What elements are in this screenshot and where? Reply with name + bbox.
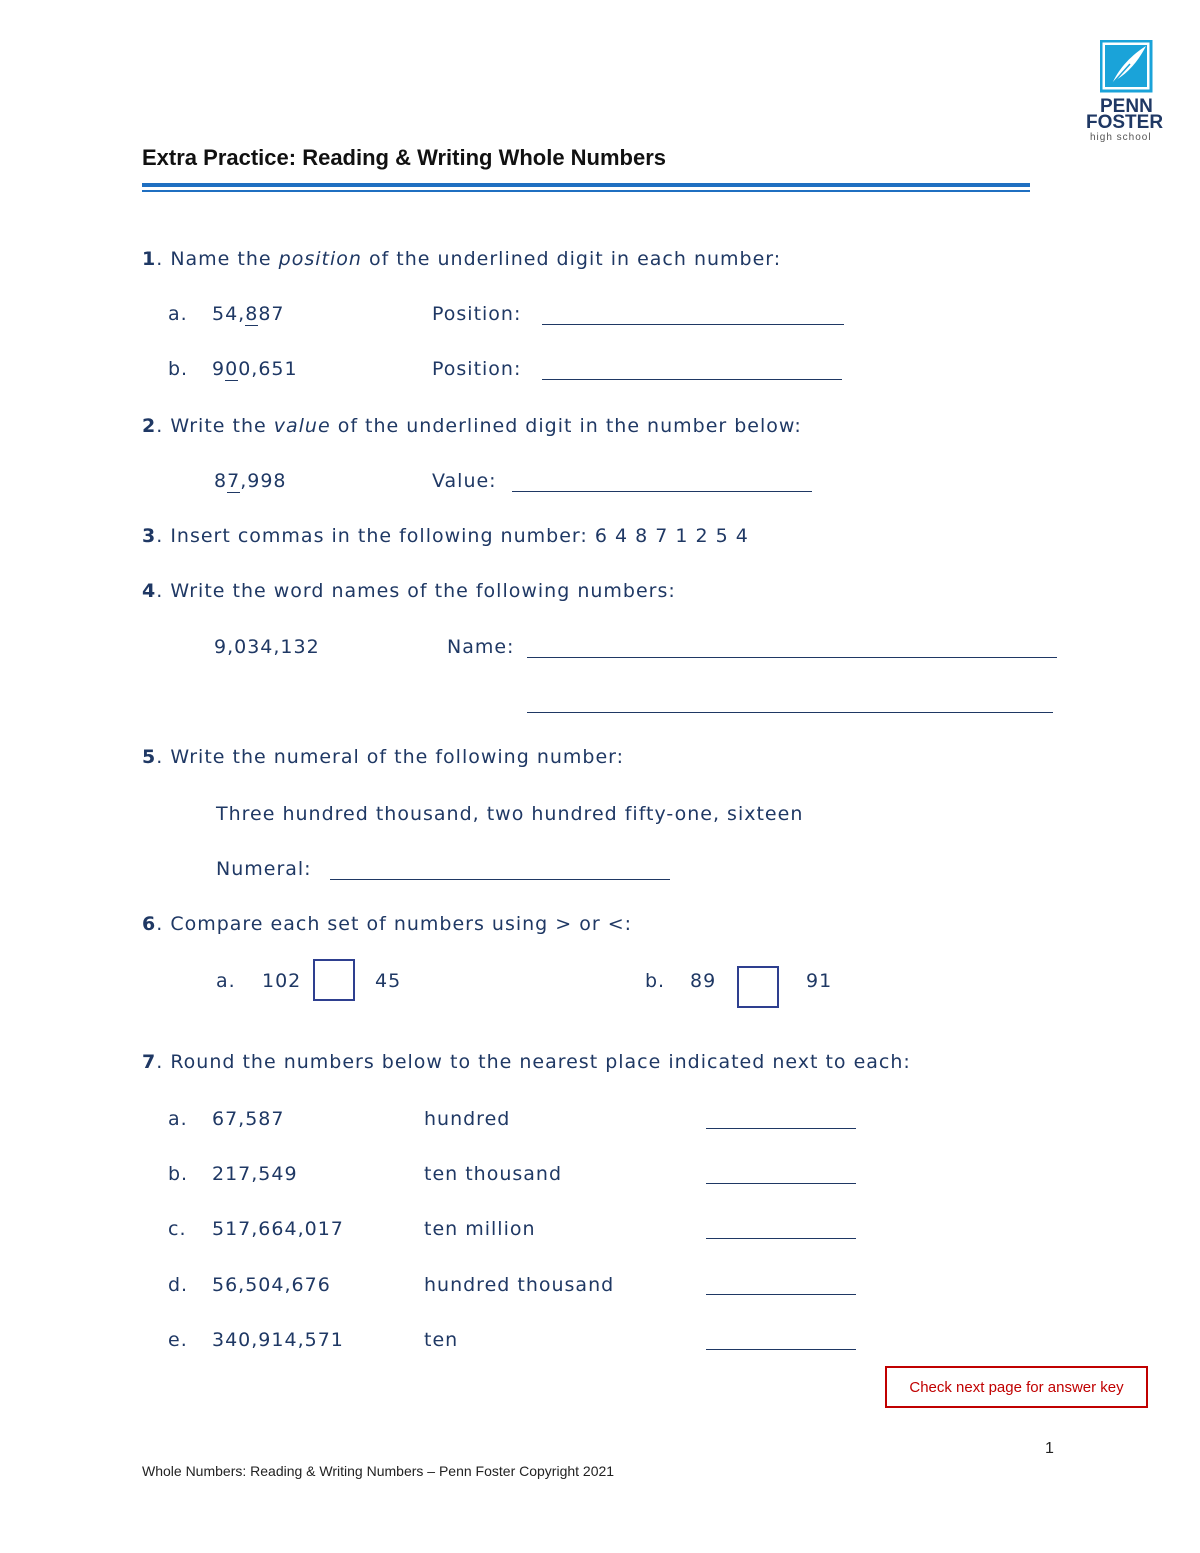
q7b-letter: b. bbox=[168, 1163, 189, 1185]
title-rule bbox=[142, 183, 1030, 187]
q7a-place: hundred bbox=[424, 1108, 511, 1130]
q7d-answer-blank[interactable] bbox=[706, 1294, 856, 1295]
quill-icon bbox=[1100, 40, 1154, 94]
question-7: 7. Round the numbers below to the nearest place indicated next to each: bbox=[142, 1051, 911, 1073]
q7e-place: ten bbox=[424, 1329, 459, 1351]
page-title: Extra Practice: Reading & Writing Whole Numbers bbox=[142, 145, 667, 170]
answer-key-callout: Check next page for answer key bbox=[885, 1366, 1148, 1408]
question-2: 2. Write the value of the underlined digit in the number below: bbox=[142, 415, 802, 437]
q7c-number: 517,664,017 bbox=[212, 1218, 344, 1240]
logo-line1: PENN bbox=[1100, 96, 1153, 117]
q4-label: Name: bbox=[447, 636, 515, 658]
q4-number: 9,034,132 bbox=[214, 636, 320, 658]
question-3: 3. Insert commas in the following number: 6 4 8 7 1 2 5 4 bbox=[142, 525, 749, 547]
q6b-letter: b. bbox=[645, 970, 666, 992]
q4-answer-blank-2[interactable] bbox=[527, 712, 1053, 713]
q6b-left: 89 bbox=[690, 970, 717, 992]
q6a-right: 45 bbox=[375, 970, 402, 992]
q7e-letter: e. bbox=[168, 1329, 188, 1351]
q7b-place: ten thousand bbox=[424, 1163, 563, 1185]
question-1: 1. Name the position of the underlined digit in each number: bbox=[142, 248, 782, 270]
q2-label: Value: bbox=[432, 470, 497, 492]
q5-answer-blank[interactable] bbox=[330, 879, 670, 880]
title-rule-thin bbox=[142, 190, 1030, 192]
q5-words: Three hundred thousand, two hundred fifty-one, sixteen bbox=[216, 803, 804, 825]
q1b-letter: b. bbox=[168, 358, 189, 380]
q7d-letter: d. bbox=[168, 1274, 189, 1296]
q7c-place: ten million bbox=[424, 1218, 536, 1240]
q1b-number: 900,651 bbox=[212, 358, 298, 380]
q7a-number: 67,587 bbox=[212, 1108, 285, 1130]
question-5: 5. Write the numeral of the following number: bbox=[142, 746, 625, 768]
q7a-letter: a. bbox=[168, 1108, 188, 1130]
q7a-answer-blank[interactable] bbox=[706, 1128, 856, 1129]
q1a-number: 54,887 bbox=[212, 303, 285, 325]
q7b-answer-blank[interactable] bbox=[706, 1183, 856, 1184]
q1b-answer-blank[interactable] bbox=[542, 379, 842, 380]
page-number: 1 bbox=[1045, 1440, 1054, 1457]
q7e-answer-blank[interactable] bbox=[706, 1349, 856, 1350]
logo-line3: high school bbox=[1090, 132, 1152, 143]
q7c-answer-blank[interactable] bbox=[706, 1238, 856, 1239]
q7b-number: 217,549 bbox=[212, 1163, 298, 1185]
q2-number: 87,998 bbox=[214, 470, 287, 492]
q7c-letter: c. bbox=[168, 1218, 187, 1240]
q1a-label: Position: bbox=[432, 303, 522, 325]
q2-answer-blank[interactable] bbox=[512, 491, 812, 492]
q6a-left: 102 bbox=[262, 970, 302, 992]
q6b-right: 91 bbox=[806, 970, 833, 992]
q1b-label: Position: bbox=[432, 358, 522, 380]
q7d-number: 56,504,676 bbox=[212, 1274, 331, 1296]
q1a-answer-blank[interactable] bbox=[542, 324, 844, 325]
q5-label: Numeral: bbox=[216, 858, 312, 880]
q6b-answer-box[interactable] bbox=[737, 966, 779, 1008]
q7d-place: hundred thousand bbox=[424, 1274, 615, 1296]
q7e-number: 340,914,571 bbox=[212, 1329, 344, 1351]
question-4: 4. Write the word names of the following numbers: bbox=[142, 580, 676, 602]
q1a-letter: a. bbox=[168, 303, 188, 325]
page-footer: Whole Numbers: Reading & Writing Numbers – Penn Foster Copyright 2021 bbox=[142, 1463, 615, 1479]
q6a-answer-box[interactable] bbox=[313, 959, 355, 1001]
logo-line2: FOSTER bbox=[1086, 112, 1164, 133]
penn-foster-logo bbox=[1086, 40, 1178, 143]
q4-answer-blank-1[interactable] bbox=[527, 657, 1057, 658]
q6a-letter: a. bbox=[216, 970, 236, 992]
question-6: 6. Compare each set of numbers using > or <: bbox=[142, 913, 633, 935]
